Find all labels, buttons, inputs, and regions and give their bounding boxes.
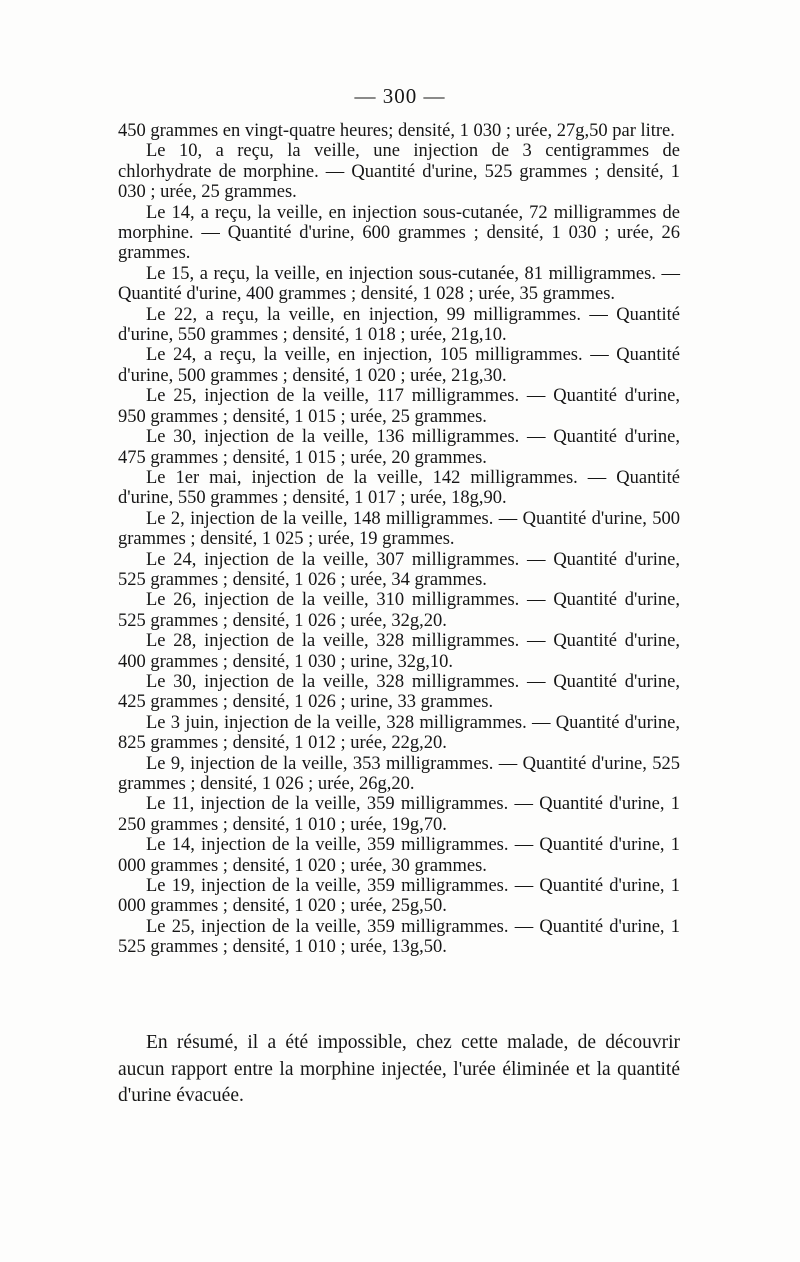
paragraph-10: Le 24, injection de la veille, 307 milligrammes. — Quantité d'urine, 525 grammes ; densité, 1 026 ; urée, 34 grammes. (118, 549, 680, 590)
paragraph-16: Le 11, injection de la veille, 359 milligrammes. — Quantité d'urine, 1 250 grammes ; densité, 1 010 ; urée, 19g,70. (118, 794, 680, 835)
paragraph-3: Le 15, a reçu, la veille, en injection sous-cutanée, 81 milligrammes. — Quantité d'urine, 400 grammes ; densité, 1 028 ; urée, 35 grammes. (118, 263, 680, 305)
paragraph-4: Le 22, a reçu, la veille, en injection, 99 milligrammes. — Quantité d'urine, 550 grammes ; densité, 1 018 ; urée, 21g,10. (118, 304, 680, 346)
paragraph-13: Le 30, injection de la veille, 328 milligrammes. — Quantité d'urine, 425 grammes ; densité, 1 026 ; urine, 33 grammes. (118, 671, 680, 713)
paragraph-11: Le 26, injection de la veille, 310 milligrammes. — Quantité d'urine, 525 grammes ; densité, 1 026 ; urée, 32g,20. (118, 590, 680, 631)
paragraph-2: Le 14, a reçu, la veille, en injection sous-cutanée, 72 milligrammes de morphine. — Quantité d'urine, 600 grammes ; densité, 1 030 ; urée, 26 grammes. (118, 202, 680, 264)
paragraph-8: Le 1er mai, injection de la veille, 142 milligrammes. — Quantité d'urine, 550 grammes ; densité, 1 017 ; urée, 18g,90. (118, 467, 680, 509)
paragraph-19: Le 25, injection de la veille, 359 milligrammes. — Quantité d'urine, 1 525 grammes ; densité, 1 010 ; urée, 13g,50. (118, 916, 680, 958)
paragraph-14: Le 3 juin, injection de la veille, 328 milligrammes. — Quantité d'urine, 825 grammes ; densité, 1 012 ; urée, 22g,20. (118, 712, 680, 754)
page-number: — 300 — (354, 84, 446, 108)
observation-entries (118, 121, 680, 958)
paragraph-9: Le 2, injection de la veille, 148 milligrammes. — Quantité d'urine, 500 grammes ; densité, 1 025 ; urée, 19 grammes. (118, 508, 680, 550)
paragraph-7: Le 30, injection de la veille, 136 milligrammes. — Quantité d'urine, 475 grammes ; densité, 1 015 ; urée, 20 grammes. (118, 427, 680, 468)
paragraph-12: Le 28, injection de la veille, 328 milligrammes. — Quantité d'urine, 400 grammes ; densité, 1 030 ; urine, 32g,10. (118, 631, 680, 672)
paragraph-15: Le 9, injection de la veille, 353 milligrammes. — Quantité d'urine, 525 grammes ; densité, 1 026 ; urée, 26g,20. (118, 753, 680, 794)
paragraph-1: Le 10, a reçu, la veille, une injection de 3 centigrammes de chlorhydrate de morphine. — Quantité d'urine, 525 grammes ; densité, 1 030 ; urée, 25 grammes. (118, 141, 680, 203)
paragraph-18: Le 19, injection de la veille, 359 milligrammes. — Quantité d'urine, 1 000 grammes ; densité, 1 020 ; urée, 25g,50. (118, 876, 680, 917)
conclusion-paragraph: En résumé, il a été impossible, chez cette malade, de découvrir aucun rapport entre la morphine injectée, l'urée éliminée et la quantité d'urine évacuée. (118, 1032, 680, 1106)
paragraph-17: Le 14, injection de la veille, 359 milligrammes. — Quantité d'urine, 1 000 grammes ; densité, 1 020 ; urée, 30 grammes. (118, 835, 680, 876)
paragraph-5: Le 24, a reçu, la veille, en injection, 105 milligrammes. — Quantité d'urine, 500 grammes ; densité, 1 020 ; urée, 21g,30. (118, 345, 680, 386)
paragraph-6: Le 25, injection de la veille, 117 milligrammes. — Quantité d'urine, 950 grammes ; densité, 1 015 ; urée, 25 grammes. (118, 386, 680, 427)
paragraph-0: 450 grammes en vingt-quatre heures; densité, 1 030 ; urée, 27g,50 par litre. (118, 121, 675, 141)
